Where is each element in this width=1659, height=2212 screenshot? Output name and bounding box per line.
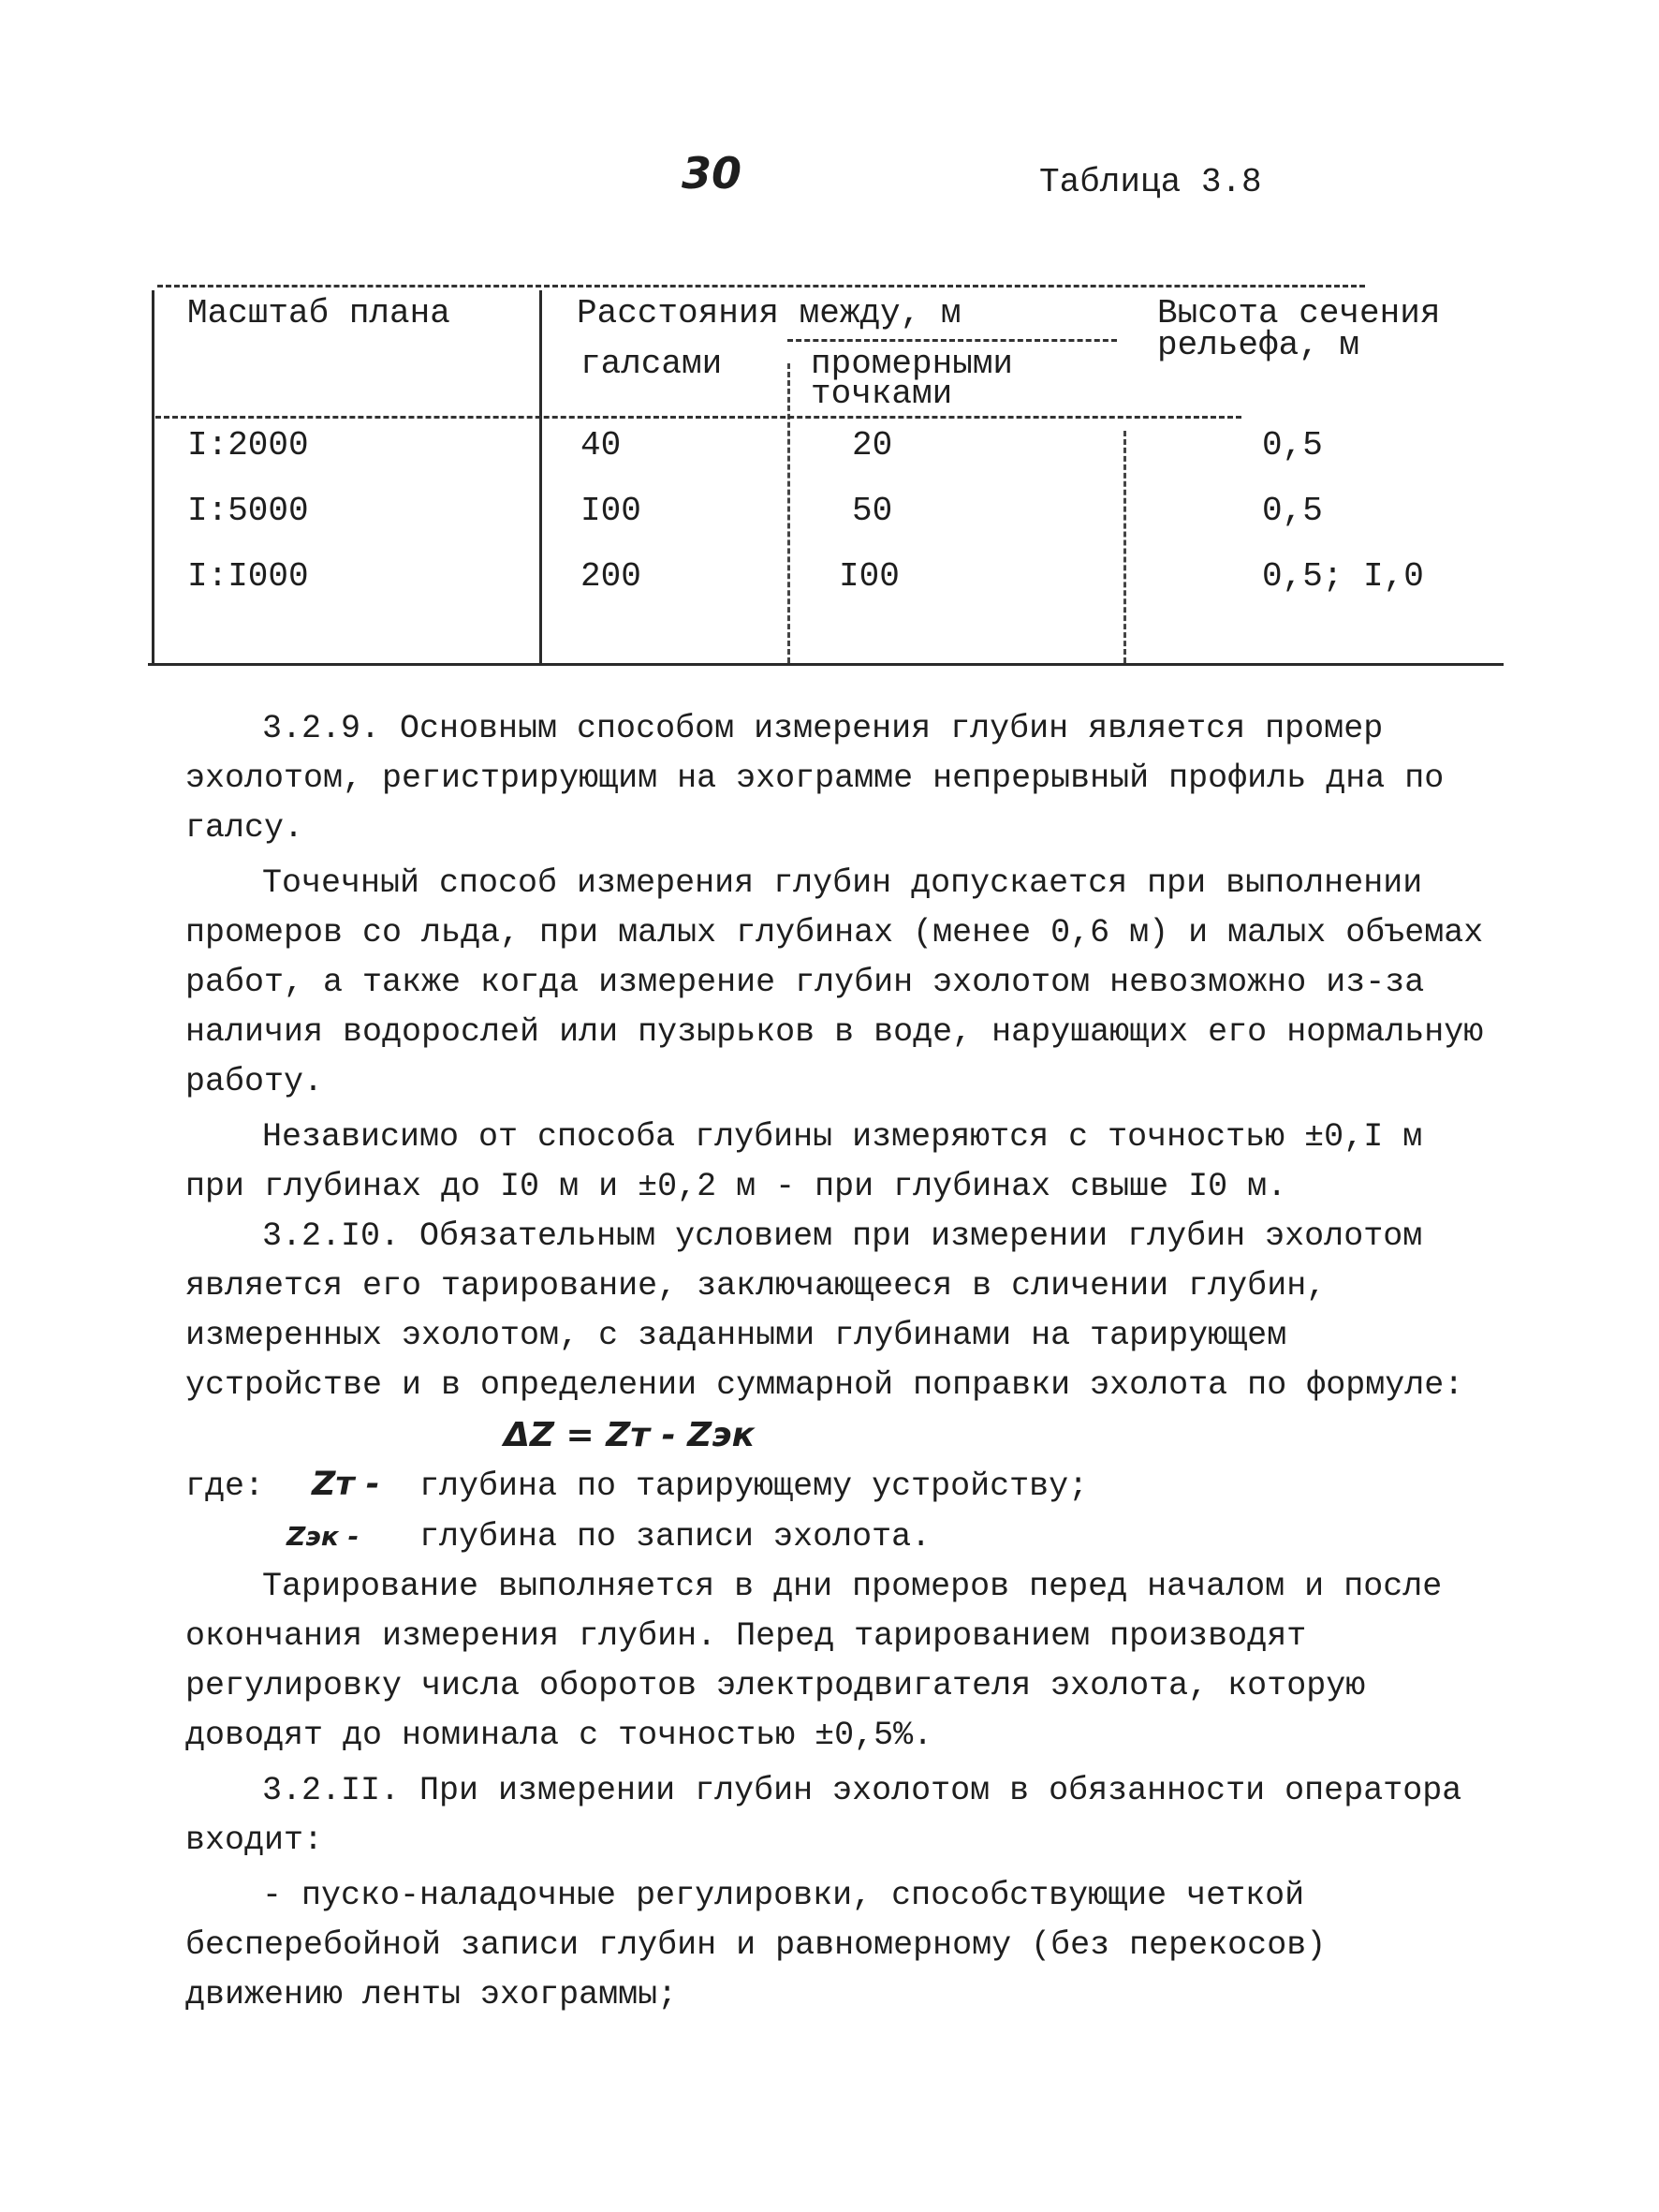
col-header-distances: Расстояния между, м: [577, 294, 962, 332]
col-header-height-2: рельефа, м: [1157, 326, 1360, 364]
col-header-height-1: Высота сечения: [1157, 294, 1441, 332]
table-divider-2: [787, 363, 790, 663]
table-cell-height: 0,5; I,0: [1262, 557, 1424, 596]
where-line-1: [185, 1460, 1496, 1512]
where-label: где:: [185, 1467, 265, 1505]
table-cell-points: I00: [839, 557, 900, 596]
table-cell-height: 0,5: [1262, 492, 1323, 530]
group-header-rule: [787, 339, 1117, 342]
table-caption: Таблица 3.8: [1039, 163, 1262, 201]
col-header-scale: Масштаб плана: [187, 294, 450, 332]
table-bottom-border: [148, 663, 1504, 666]
header-bottom-rule: [155, 416, 1241, 419]
paragraph-accuracy: Независимо от способа глубины измеряются с точностью ±0,I м при глубинах до I0 м и ±0,2 м - при глубинах свыше I0 м.: [185, 1118, 1423, 1205]
table-left-border: [152, 290, 154, 665]
col-header-points-1: промерными: [811, 345, 1014, 383]
where-text-zek: глубина по записи эхолота.: [419, 1518, 932, 1556]
table-cell-tacks: 200: [580, 557, 641, 596]
paragraph-3-2-11: 3.2.II. При измерении глубин эхолотом в обязанности оператора входит:: [185, 1772, 1462, 1859]
table-divider-1: [539, 290, 542, 663]
page-number: 30: [682, 148, 742, 199]
table-cell-height: 0,5: [1262, 426, 1323, 465]
formula: ΔZ = Zт - Zэк: [504, 1416, 756, 1454]
paragraph-3-2-9: 3.2.9. Основным способом измерения глубин является промер эхолотом, регистрирующим на эхограмме непрерывный профиль дна по галсу.: [185, 710, 1445, 847]
table-cell-scale: I:5000: [187, 492, 309, 530]
table-cell-points: 20: [852, 426, 893, 465]
paragraph-point-method: Точечный способ измерения глубин допускается при выполнении промеров со льда, при малых глубинах (менее 0,6 м) и малых объемах работ, а также когда измерение глубин эхолотом невозможно из-за наличия водорослей или пузырьков в воде, нарушающих его нормальную работу.: [185, 864, 1484, 1100]
data-table: [148, 281, 1505, 674]
table-cell-scale: I:2000: [187, 426, 309, 465]
paragraph-calibration: Тарирование выполняется в дни промеров перед началом и после окончания измерения глубин. Перед тарированием производят регулировку числа оборотов электродвигателя эхолота, которую доводят до номинала с точностью ±0,5%.: [185, 1568, 1443, 1754]
table-cell-points: 50: [852, 492, 893, 530]
table-top-border: [157, 285, 1365, 288]
table-cell-tacks: 40: [580, 426, 622, 465]
table-divider-3: [1123, 431, 1126, 663]
where-line-2: [185, 1512, 1496, 1562]
table-cell-tacks: I00: [580, 492, 641, 530]
col-header-tacks: галсами: [580, 345, 723, 383]
table-cell-scale: I:I000: [187, 557, 309, 596]
body-text: [185, 704, 1496, 2020]
where-symbol-zek: Zэк -: [286, 1521, 360, 1552]
paragraph-setup-adjustments: - пуско-наладочные регулировки, способствующие четкой бесперебойной записи глубин и равномерному (без перекосов) движению ленты эхограммы;: [185, 1877, 1327, 2013]
paragraph-3-2-10: 3.2.I0. Обязательным условием при измерении глубин эхолотом является его тарирование, заключающееся в сличении глубин, измеренных эхолотом, с заданными глубинами на тарирующем устройстве и в определении суммарной поправки эхолота по формуле:: [185, 1217, 1464, 1404]
col-header-points-2: точками: [811, 375, 953, 413]
where-text-zt: глубина по тарирующему устройству;: [419, 1467, 1089, 1505]
where-symbol-zt: Zт -: [312, 1466, 380, 1503]
